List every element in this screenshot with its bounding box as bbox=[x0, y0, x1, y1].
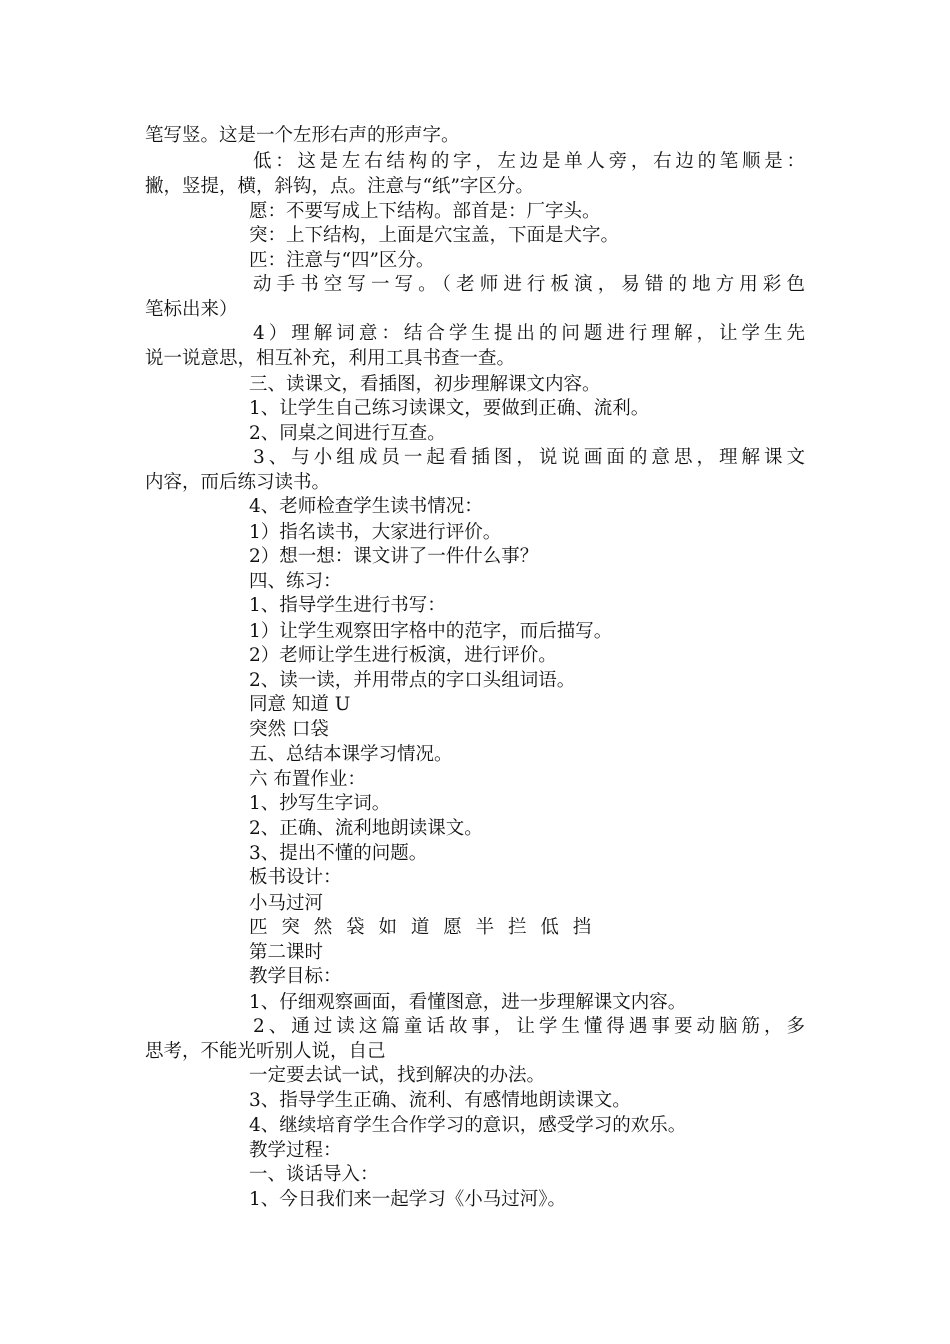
text-line: 突然 口袋 bbox=[249, 719, 329, 740]
text-line: 教学过程： bbox=[249, 1140, 342, 1161]
text-line: 3、与小组成员一起看插图，说说画面的意思，理解课文 bbox=[253, 447, 805, 468]
text-line: 3、指导学生正确、流利、有感情地朗读课文。 bbox=[249, 1090, 631, 1111]
text-line: 小马过河 bbox=[249, 893, 324, 914]
text-line: 笔标出来） bbox=[145, 299, 238, 320]
text-line: 笔写竖。这是一个左形右声的形声字。 bbox=[145, 125, 460, 146]
text-line: 4、老师检查学生读书情况： bbox=[249, 496, 483, 517]
text-line: 2、读一读，并用带点的字口头组词语。 bbox=[249, 670, 576, 691]
text-line: 撇，竖提，横，斜钩，点。注意与“纸”字区分。 bbox=[145, 176, 534, 197]
text-line: 一、谈话导入： bbox=[249, 1164, 379, 1185]
text-line: 1、今日我们来一起学习《小马过河》。 bbox=[249, 1189, 567, 1210]
text-line: 第二课时 bbox=[249, 942, 324, 963]
text-line: 教学目标： bbox=[249, 966, 342, 987]
text-line: 1、让学生自己练习读课文，要做到正确、流利。 bbox=[249, 398, 650, 419]
text-line: 2）想一想：课文讲了一件什么事？ bbox=[249, 546, 539, 567]
text-line: 三、读课文，看插图，初步理解课文内容。 bbox=[249, 374, 601, 395]
text-line: 突：上下结构，上面是穴宝盖，下面是犬字。 bbox=[249, 225, 620, 246]
text-line: 2、同桌之间进行互查。 bbox=[249, 423, 446, 444]
text-line: 愿：不要写成上下结构。部首是：厂字头。 bbox=[249, 201, 601, 222]
text-line: 1、仔细观察画面，看懂图意，进一步理解课文内容。 bbox=[249, 992, 687, 1013]
text-line: 同意 知道 U bbox=[249, 694, 351, 715]
text-line: 思考，不能光听别人说，自己 bbox=[145, 1041, 386, 1062]
text-line: 1、抄写生字词。 bbox=[249, 793, 391, 814]
text-line: 2、正确、流利地朗读课文。 bbox=[249, 818, 483, 839]
text-line: 1）指名读书，大家进行评价。 bbox=[249, 522, 502, 543]
text-line: 匹 突 然 袋 如 道 愿 半 拦 低 挡 bbox=[249, 917, 596, 938]
text-line: 一定要去试一试，找到解决的办法。 bbox=[249, 1065, 546, 1086]
text-line: 说一说意思，相互补充，利用工具书查一查。 bbox=[145, 348, 516, 369]
text-line: 动手书空写一写。（老师进行板演，易错的地方用彩色 bbox=[253, 274, 805, 295]
text-line: 板书设计： bbox=[249, 867, 342, 888]
text-line: 3、提出不懂的问题。 bbox=[249, 843, 428, 864]
text-line: 2、通过读这篇童话故事，让学生懂得遇事要动脑筋，多 bbox=[253, 1016, 805, 1037]
text-line: 4、继续培育学生合作学习的意识，感受学习的欢乐。 bbox=[249, 1115, 687, 1136]
text-line: 低：这是左右结构的字，左边是单人旁，右边的笔顺是： bbox=[253, 151, 805, 172]
text-line: 五、总结本课学习情况。 bbox=[249, 744, 453, 765]
text-line: 六 布置作业： bbox=[249, 769, 366, 790]
text-line: 四、练习： bbox=[249, 571, 342, 592]
text-line: 4）理解词意：结合学生提出的问题进行理解，让学生先 bbox=[253, 323, 805, 344]
text-line: 1）让学生观察田字格中的范字，而后描写。 bbox=[249, 621, 613, 642]
text-line: 匹：注意与“四”区分。 bbox=[249, 250, 435, 271]
text-line: 2）老师让学生进行板演，进行评价。 bbox=[249, 645, 557, 666]
text-line: 1、指导学生进行书写： bbox=[249, 595, 446, 616]
text-line: 内容，而后练习读书。 bbox=[145, 472, 331, 493]
